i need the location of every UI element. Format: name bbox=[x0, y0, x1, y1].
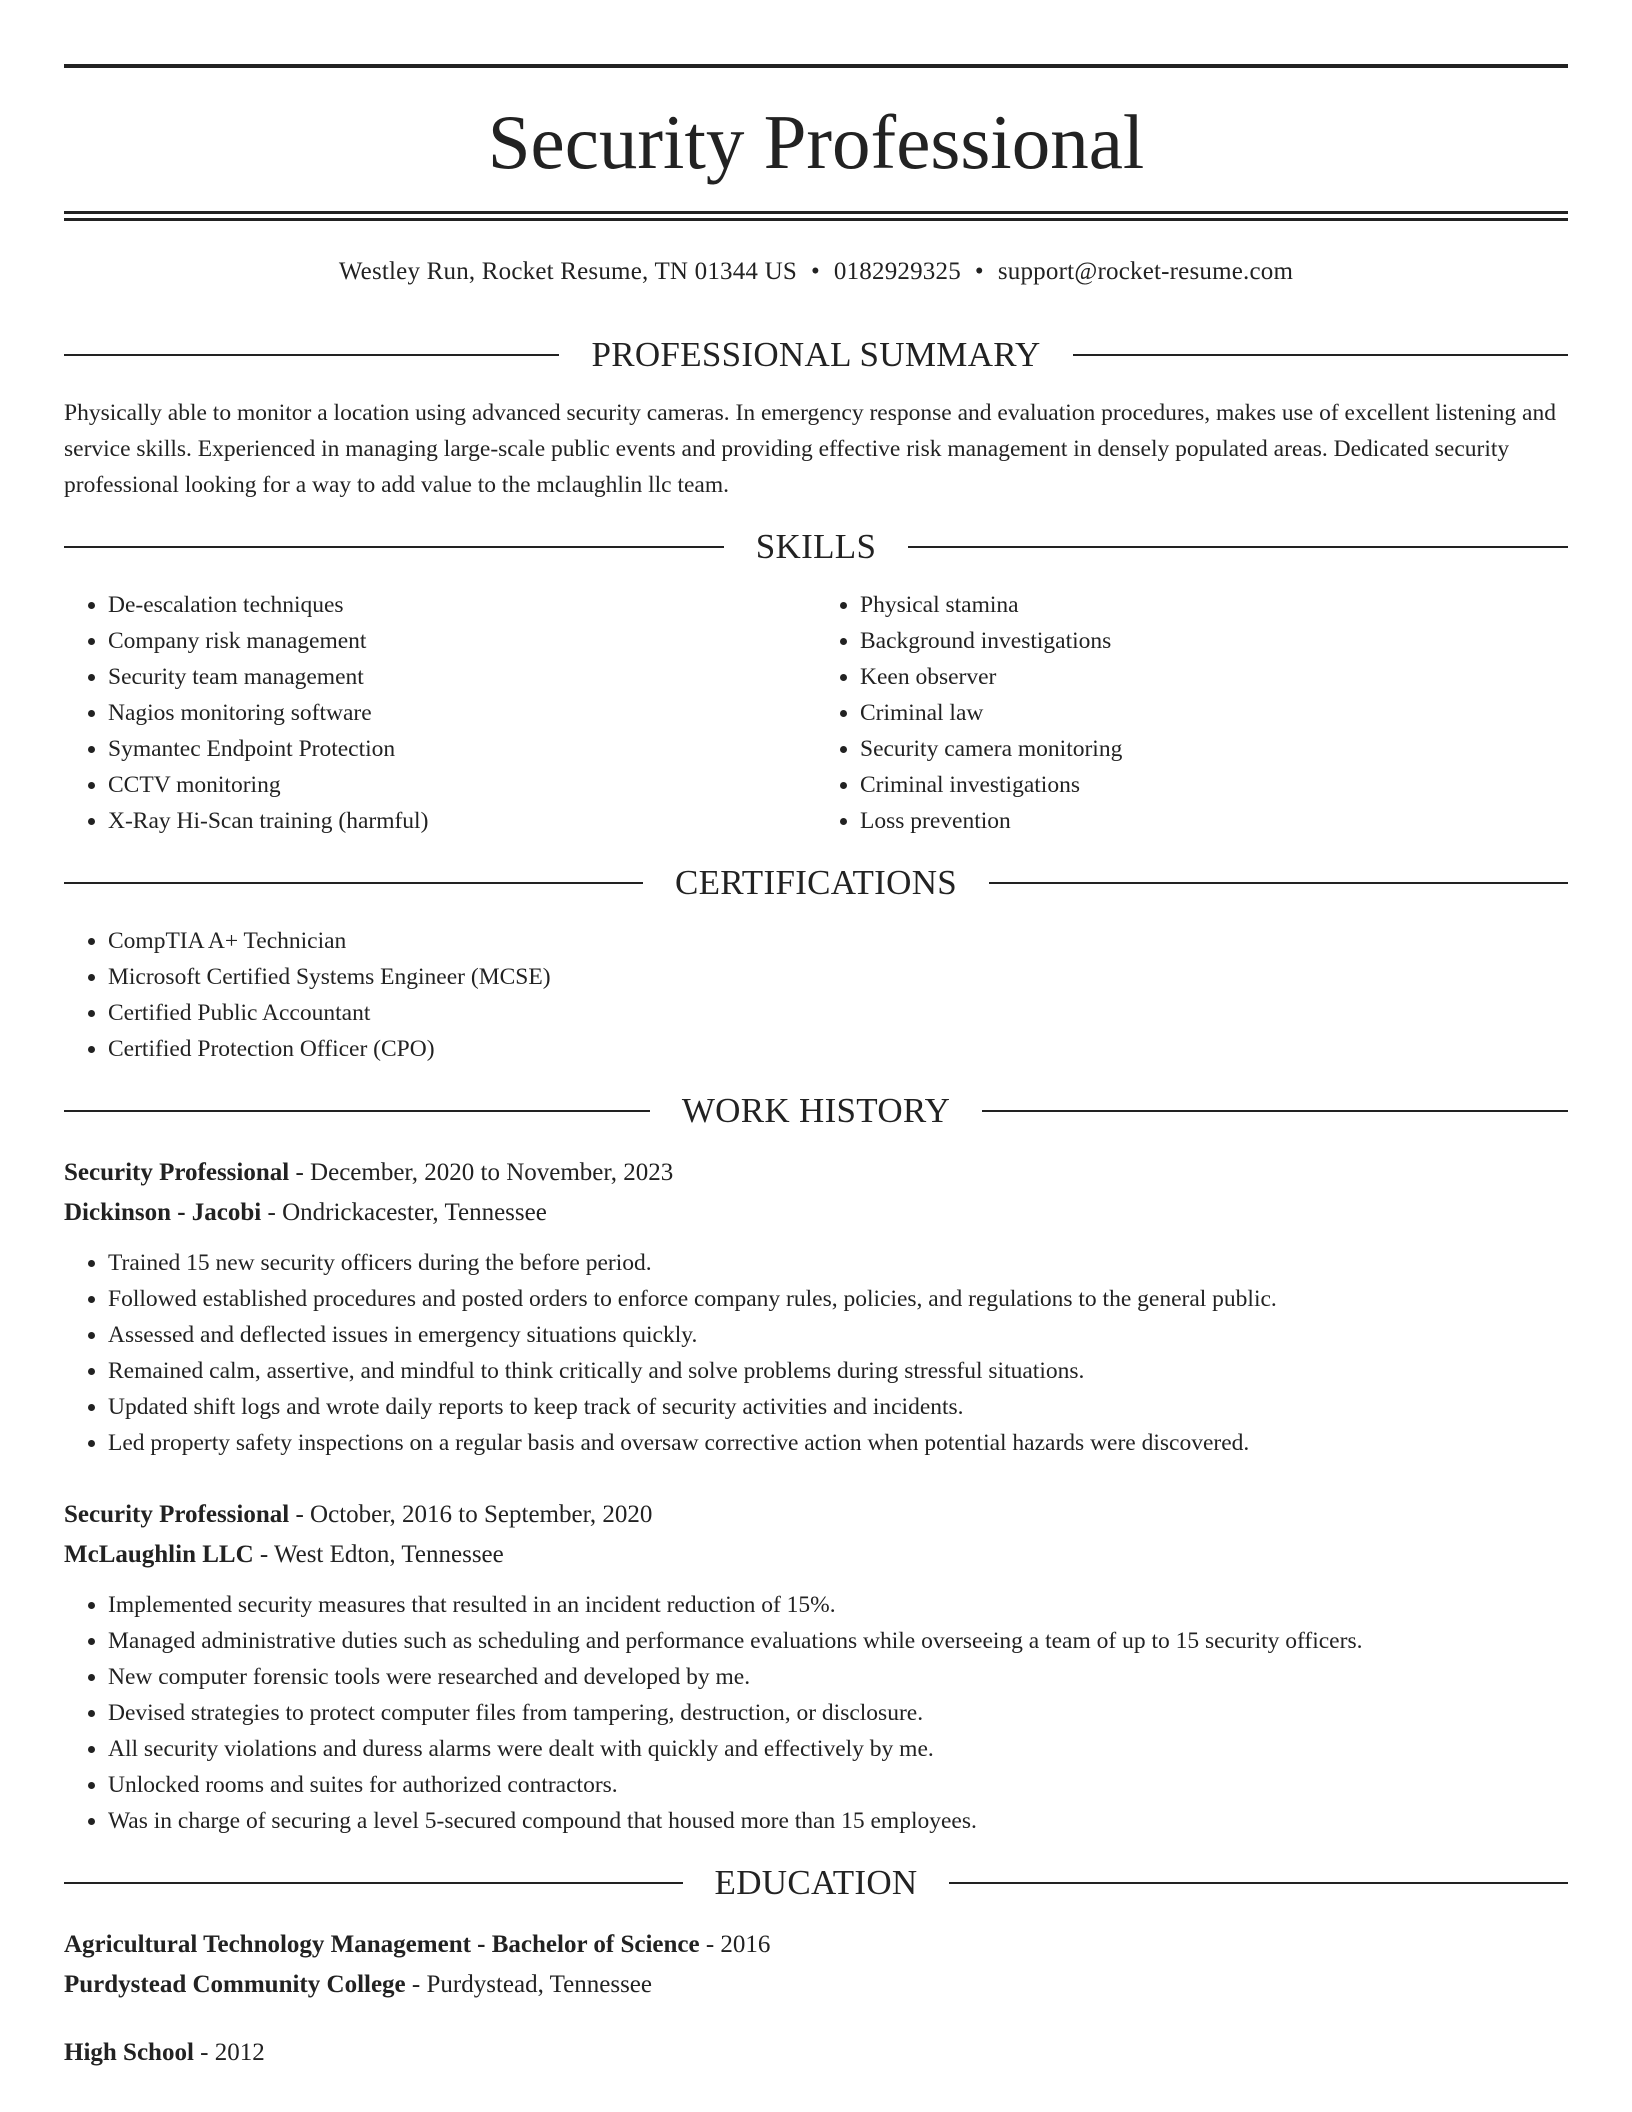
job-bullet: • Implemented security measures that resulted in an incident reduction of 15%. bbox=[108, 1587, 1568, 1623]
contact-separator: • bbox=[810, 258, 820, 285]
job-location: - Ondrickacester, Tennessee bbox=[261, 1199, 547, 1226]
education-location: - Purdystead, Tennessee bbox=[405, 1971, 652, 1998]
education-degree: High School bbox=[64, 2039, 194, 2066]
section-rule bbox=[64, 546, 724, 548]
section-rule bbox=[64, 1882, 683, 1884]
job-company: McLaughlin LLC bbox=[64, 1541, 254, 1568]
job-bullets bbox=[64, 1587, 1568, 1839]
job-entry bbox=[64, 1495, 1568, 1839]
skills-list-left bbox=[64, 587, 816, 839]
skill-item: • Security team management bbox=[108, 659, 816, 695]
header-top-rule bbox=[64, 64, 1568, 68]
job-bullet: • Devised strategies to protect computer files from tampering, destruction, or disclosure. bbox=[108, 1695, 1568, 1731]
skill-item: • Criminal law bbox=[860, 695, 1568, 731]
skills-columns bbox=[64, 587, 1568, 839]
section-rule bbox=[982, 1110, 1568, 1112]
education-degree-line bbox=[64, 1925, 1568, 1965]
section-rule bbox=[64, 1110, 650, 1112]
section-header-work bbox=[64, 1091, 1568, 1131]
job-bullets bbox=[64, 1245, 1568, 1461]
resume-page bbox=[64, 64, 1568, 2073]
job-bullet: • Remained calm, assertive, and mindful to think critically and solve problems during stressful situations. bbox=[108, 1353, 1568, 1389]
skill-item: • Nagios monitoring software bbox=[108, 695, 816, 731]
section-rule bbox=[989, 882, 1568, 884]
job-entry bbox=[64, 1153, 1568, 1461]
section-title: EDUCATION bbox=[714, 1863, 918, 1902]
section-title: PROFESSIONAL SUMMARY bbox=[591, 335, 1041, 374]
section-rule bbox=[64, 354, 559, 356]
contact-line bbox=[64, 255, 1568, 289]
section-rule bbox=[949, 1882, 1568, 1884]
certification-item: • CompTIA A+ Technician bbox=[108, 923, 1568, 959]
skill-item: • Keen observer bbox=[860, 659, 1568, 695]
section-title: SKILLS bbox=[755, 527, 877, 566]
skills-list-right bbox=[816, 587, 1568, 839]
job-bullet: • Followed established procedures and posted orders to enforce company rules, policies, and regulations to the general public. bbox=[108, 1281, 1568, 1317]
job-title: Security Professional bbox=[64, 1159, 290, 1186]
skill-item: • Physical stamina bbox=[860, 587, 1568, 623]
section-rule bbox=[908, 546, 1568, 548]
education-entry bbox=[64, 1925, 1568, 2005]
job-title-line bbox=[64, 1153, 1568, 1193]
job-company-line bbox=[64, 1535, 1568, 1575]
section-header-summary bbox=[64, 335, 1568, 375]
job-bullet: • New computer forensic tools were researched and developed by me. bbox=[108, 1659, 1568, 1695]
certification-item: • Certified Public Accountant bbox=[108, 995, 1568, 1031]
skill-item: • Symantec Endpoint Protection bbox=[108, 731, 816, 767]
section-title: WORK HISTORY bbox=[681, 1091, 951, 1130]
section-header-certifications bbox=[64, 863, 1568, 903]
education-year: - 2016 bbox=[699, 1931, 771, 1958]
section-title: CERTIFICATIONS bbox=[674, 863, 958, 902]
skill-item: • X-Ray Hi-Scan training (harmful) bbox=[108, 803, 816, 839]
skill-item: • Loss prevention bbox=[860, 803, 1568, 839]
job-company: Dickinson - Jacobi bbox=[64, 1199, 262, 1226]
education-school: Purdystead Community College bbox=[64, 1971, 406, 1998]
job-location: - West Edton, Tennessee bbox=[253, 1541, 504, 1568]
certifications-list bbox=[64, 923, 1568, 1067]
skill-item: • De-escalation techniques bbox=[108, 587, 816, 623]
education-entry bbox=[64, 2033, 1568, 2073]
skill-item: • Company risk management bbox=[108, 623, 816, 659]
job-bullet: • All security violations and duress alarms were dealt with quickly and effectively by me. bbox=[108, 1731, 1568, 1767]
contact-separator: • bbox=[974, 258, 984, 285]
job-company-line bbox=[64, 1193, 1568, 1233]
contact-address: Westley Run, Rocket Resume, TN 01344 US bbox=[338, 258, 797, 285]
education-school-line bbox=[64, 1965, 1568, 2005]
contact-email: support@rocket-resume.com bbox=[997, 258, 1294, 285]
job-bullet: • Unlocked rooms and suites for authorized contractors. bbox=[108, 1767, 1568, 1803]
job-title-line bbox=[64, 1495, 1568, 1535]
skill-item: • Background investigations bbox=[860, 623, 1568, 659]
job-bullet: • Managed administrative duties such as scheduling and performance evaluations while overseeing a team of up to 15 security officers. bbox=[108, 1623, 1568, 1659]
job-bullet: • Trained 15 new security officers during the before period. bbox=[108, 1245, 1568, 1281]
skill-item: • CCTV monitoring bbox=[108, 767, 816, 803]
job-bullet: • Updated shift logs and wrote daily reports to keep track of security activities and incidents. bbox=[108, 1389, 1568, 1425]
skill-item: • Criminal investigations bbox=[860, 767, 1568, 803]
job-dates: - December, 2020 to November, 2023 bbox=[289, 1159, 674, 1186]
job-bullet: • Was in charge of securing a level 5-secured compound that housed more than 15 employees. bbox=[108, 1803, 1568, 1839]
skill-item: • Security camera monitoring bbox=[860, 731, 1568, 767]
section-rule bbox=[64, 882, 643, 884]
section-header-education bbox=[64, 1863, 1568, 1903]
section-header-skills bbox=[64, 527, 1568, 567]
education-year: - 2012 bbox=[193, 2039, 265, 2066]
job-title: Security Professional bbox=[64, 1501, 290, 1528]
job-bullet: • Led property safety inspections on a regular basis and oversaw corrective action when potential hazards were discovered. bbox=[108, 1425, 1568, 1461]
education-degree: Agricultural Technology Management - Bachelor of Science bbox=[64, 1931, 700, 1958]
job-bullet: • Assessed and deflected issues in emergency situations quickly. bbox=[108, 1317, 1568, 1353]
certification-item: • Microsoft Certified Systems Engineer (MCSE) bbox=[108, 959, 1568, 995]
contact-phone: 0182929325 bbox=[833, 258, 961, 285]
job-dates: - October, 2016 to September, 2020 bbox=[289, 1501, 653, 1528]
header-double-rule bbox=[64, 211, 1568, 221]
certification-item: • Certified Protection Officer (CPO) bbox=[108, 1031, 1568, 1067]
education-degree-line bbox=[64, 2033, 1568, 2073]
resume-name: Security Professional bbox=[487, 99, 1145, 185]
summary-text: Physically able to monitor a location using advanced security cameras. In emergency response and evaluation procedures, makes use of excellent listening and service skills. Experienced in managing large-scale public events and providing effective risk management in densely populated areas. Dedicated security professional looking for a way to add value to the mclaughlin llc team. bbox=[64, 400, 1556, 498]
section-rule bbox=[1073, 354, 1568, 356]
